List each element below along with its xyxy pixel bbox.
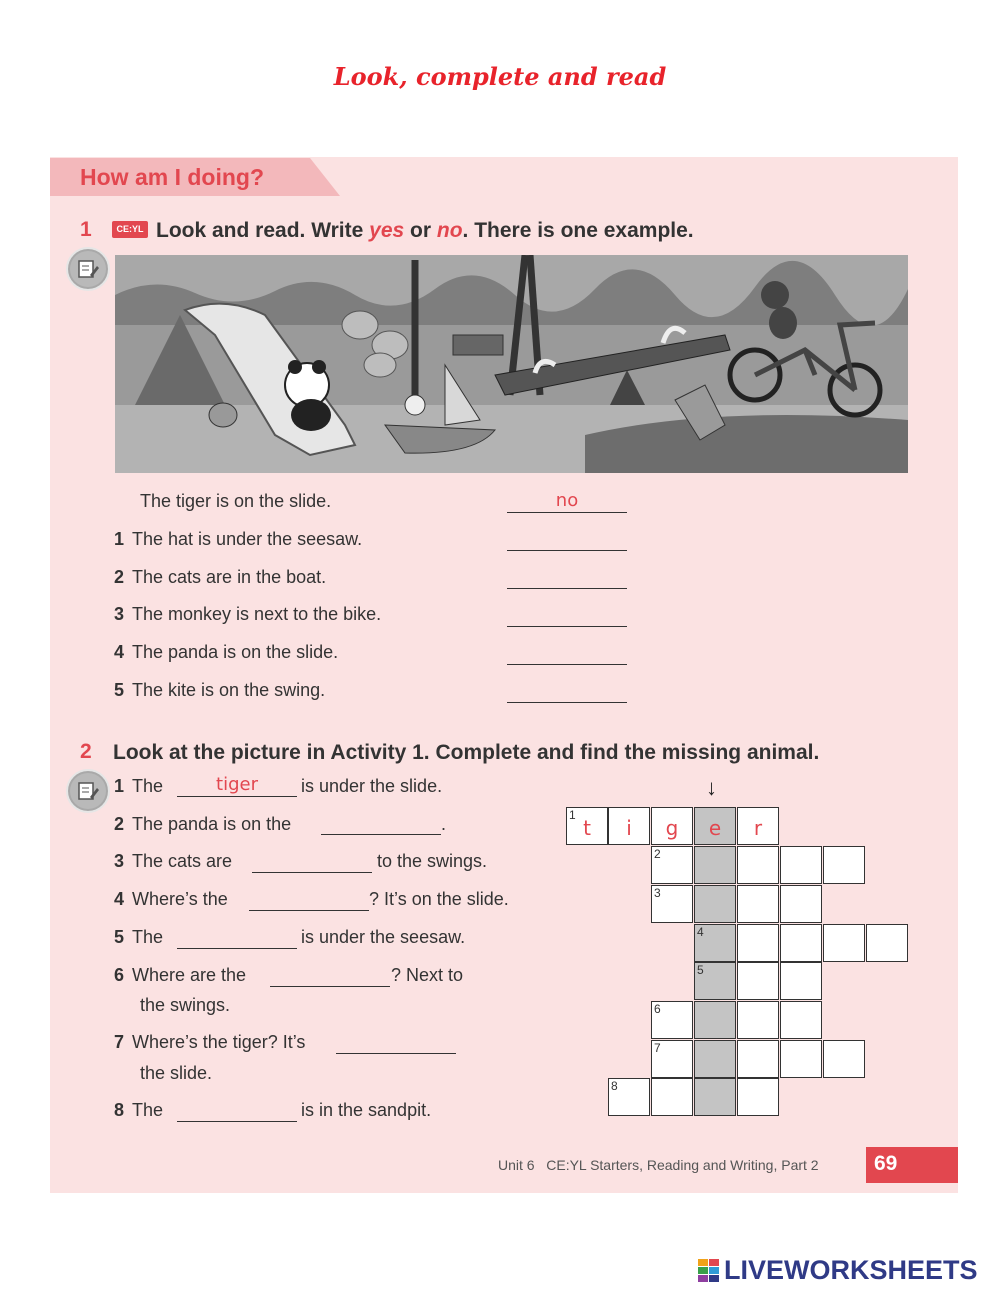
activity1-number: 1 xyxy=(80,218,92,241)
answer-blank-2[interactable] xyxy=(507,566,627,589)
crossword-cell-mystery[interactable]: 4 xyxy=(694,924,736,962)
page-number: 69 xyxy=(874,1152,898,1175)
page-footer: Unit 6 CE:YL Starters, Reading and Writing, Part 2 xyxy=(498,1157,819,1173)
gap-1-answer: tiger xyxy=(216,774,258,795)
activity2-item-5-post: is under the seesaw. xyxy=(301,927,466,947)
crossword-cell[interactable]: 8 xyxy=(608,1078,650,1116)
activity1-item-3: 3 The monkey is next to the bike. xyxy=(114,604,382,624)
gap-6[interactable] xyxy=(270,964,390,987)
crossword-cell-mystery[interactable]: e xyxy=(694,807,736,845)
activity2-item-5: 5 The xyxy=(114,927,164,947)
activity2-item-7: 7 Where’s the tiger? It’s xyxy=(114,1032,306,1052)
crossword-cell[interactable]: g xyxy=(651,807,693,845)
activity2-item-2-post: . xyxy=(441,814,447,834)
ceyl-badge: CE:YL xyxy=(112,221,148,238)
crossword-cell[interactable]: 1 t xyxy=(566,807,608,845)
answer-blank-3[interactable] xyxy=(507,604,627,627)
crossword-cell[interactable]: 7 xyxy=(651,1040,693,1078)
activity2-item-8-post: is in the sandpit. xyxy=(301,1100,432,1120)
activity1-instruction: Look and read. Write yes or no. There is one example. xyxy=(156,219,694,242)
liveworksheets-logo-icon xyxy=(698,1259,720,1283)
crossword-cell-mystery[interactable]: 5 xyxy=(694,962,736,1000)
activity2-item-6-line2: the swings. xyxy=(140,995,231,1015)
activity2-item-1: 1 The xyxy=(114,776,164,796)
activity2-item-2: 2 The panda is on the xyxy=(114,814,292,834)
activity2-number: 2 xyxy=(80,740,92,763)
crossword-cell[interactable]: 3 xyxy=(651,885,693,923)
liveworksheets-logo[interactable]: LIVEWORKSHEETS xyxy=(724,1255,978,1285)
crossword-cell[interactable]: i xyxy=(608,807,650,845)
example-answer: no xyxy=(555,490,579,511)
answer-blank-1[interactable] xyxy=(507,528,627,551)
worksheet-title: Look, complete and read xyxy=(333,62,667,91)
section-title: How am I doing? xyxy=(80,164,264,190)
crossword-cell[interactable]: 6 xyxy=(651,1001,693,1039)
gap-1[interactable] xyxy=(177,774,297,797)
gap-4[interactable] xyxy=(249,888,369,911)
pencil-icon xyxy=(66,247,110,291)
activity2-item-3: 3 The cats are xyxy=(114,851,233,871)
activity2-item-4: 4 Where’s the xyxy=(114,889,228,909)
gap-5[interactable] xyxy=(177,926,297,949)
activity2-item-8: 8 The xyxy=(114,1100,164,1120)
activity2-item-3-post: to the swings. xyxy=(377,851,488,871)
gap-3[interactable] xyxy=(252,850,372,873)
activity2-item-1-post: is under the slide. xyxy=(301,776,443,796)
activity1-item-2: 2 The cats are in the boat. xyxy=(114,567,327,587)
crossword-cell[interactable]: 2 xyxy=(651,846,693,884)
activity1-item-4: 4 The panda is on the slide. xyxy=(114,642,339,662)
gap-7[interactable] xyxy=(336,1031,456,1054)
activity2-item-4-post: ? It’s on the slide. xyxy=(369,889,509,909)
down-arrow-icon: ↓ xyxy=(706,775,717,800)
activity2-item-6-post: ? Next to xyxy=(391,965,464,985)
activity1-item-5: 5 The kite is on the swing. xyxy=(114,680,326,700)
activity1-item-1: 1 The hat is under the seesaw. xyxy=(114,529,363,549)
activity2-item-6: 6 Where are the xyxy=(114,965,247,985)
answer-blank-4[interactable] xyxy=(507,642,627,665)
gap-8[interactable] xyxy=(177,1099,297,1122)
activity2-instruction: Look at the picture in Activity 1. Complete and find the missing animal. xyxy=(113,741,820,764)
answer-blank-5[interactable] xyxy=(507,680,627,703)
answer-blank-example[interactable] xyxy=(507,490,627,513)
pencil-icon xyxy=(66,769,110,813)
crossword-cell[interactable]: r xyxy=(737,807,779,845)
activity2-item-7-line2: the slide. xyxy=(140,1063,213,1083)
activity1-example: The tiger is on the slide. xyxy=(140,491,332,511)
playground-illustration xyxy=(115,255,908,473)
gap-2[interactable] xyxy=(321,812,441,835)
